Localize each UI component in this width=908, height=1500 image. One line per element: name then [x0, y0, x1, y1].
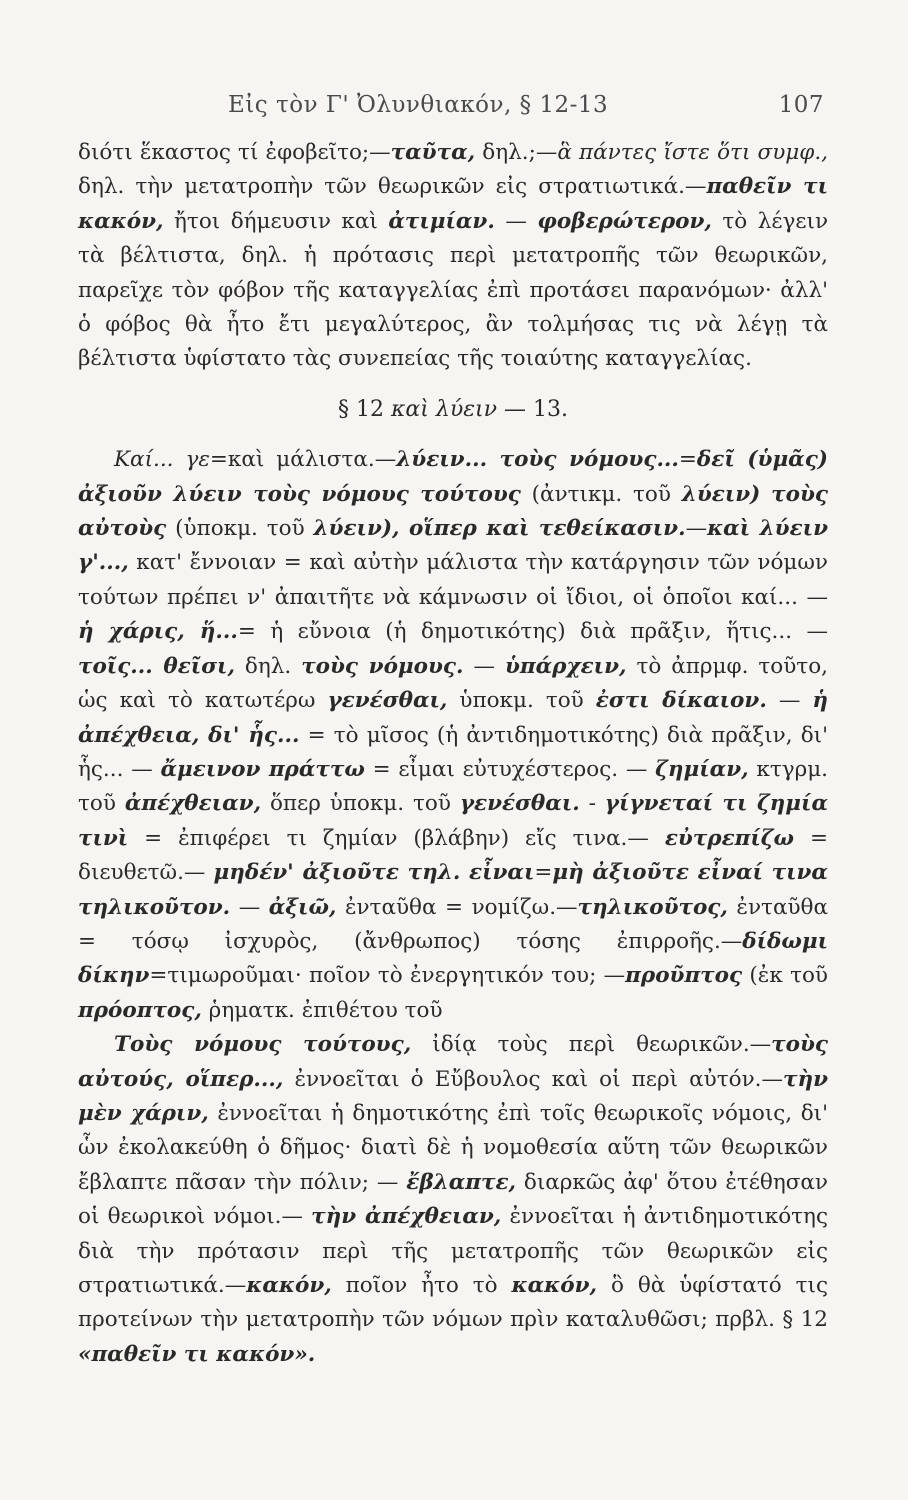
page-number: 107	[778, 92, 824, 118]
lemma: γενέσθαι.	[459, 791, 580, 817]
lemma: τοῖς... θεῖσι,	[78, 653, 235, 679]
lemma: λύειν)	[681, 481, 761, 507]
lemma: παθεῖν τι κακόν,	[78, 174, 829, 234]
text-run: = διευθετῶ.—	[78, 825, 828, 886]
text-run: τὸ λέγειν τὰ βέλτιστα, δηλ. ἡ πρότασις περὶ μετατροπῆς τῶν θεωρικῶν, παρεῖχε τὸν φόβον τῆς καταγγελίας ἐπὶ προτάσει παρανόμων· ἀλλ' ὁ φόβος θὰ ἦτο ἔτι μεγαλύτερος, ἂν τολμήσας τις νὰ λέγῃ τὰ βέλτιστα ὑφίστατο τὰς συνεπείας τῆς τοιαύτης καταγγελίας.	[78, 208, 829, 372]
text-run: =	[534, 860, 553, 886]
text-run: ἐνταῦθα = νομίζω.—	[336, 894, 578, 920]
lemma: καὶ λύειν γ'...,	[78, 516, 828, 576]
text-run: = εἶμαι εὐτυχέστερος. —	[364, 756, 656, 782]
lemma: ἐστι δίκαιον.	[595, 688, 767, 714]
lemma: ἃ πάντες ἴστε ὅτι συμφ.,	[557, 140, 828, 165]
text-run: =	[678, 447, 697, 473]
text-run: (ἀντικμ. τοῦ	[520, 481, 682, 507]
paragraph-2	[78, 443, 828, 1028]
lemma: «παθεῖν τι κακόν».	[78, 1341, 316, 1367]
text-run: ἤτοι δήμευσιν καὶ	[163, 208, 389, 234]
text-run: ὃ θὰ ὑφίστατό τις προτείνων τὴν μετατροπὴν τῶν νόμων πρὶν καταλυθῶσι; πρβλ. § 12	[78, 1273, 828, 1333]
lemma: κακόν,	[511, 1273, 598, 1298]
lemma: προῦπτος	[625, 963, 743, 989]
lemma: ταῦτα,	[390, 140, 476, 165]
text-run: κατ' ἔννοιαν = καὶ αὐτὴν μάλιστα τὴν κατάργησιν τῶν νόμων τούτων πρέπει ν' ἀπαιτῆτε νὰ κάμνωσιν οἱ ἴδιοι, οἱ ὁποῖοι καί... —	[78, 550, 828, 610]
header-title: Εἰς τὸν Γ' Ὀλυνθιακόν, § 12-13	[228, 92, 609, 118]
lemma: τὴν μὲν χάριν,	[78, 1066, 828, 1126]
lemma: τὴν ἀπέχθειαν,	[311, 1204, 502, 1230]
lemma: λύειν), οἵπερ καὶ τεθείκασιν.	[313, 516, 686, 542]
lemma: τοὺς αὐτούς, οἵπερ...,	[78, 1032, 828, 1092]
text-run: = ἐπιφέρει τι ζημίαν (βλάβην) εἴς τινα.—	[128, 825, 665, 851]
section-heading-prefix: § 12	[338, 396, 391, 422]
lemma: Καί... γε	[114, 447, 210, 473]
lemma: ἄμεινον πράττω	[160, 756, 365, 782]
lemma: τηλικοῦτος,	[577, 894, 728, 920]
lemma: ζημίαν,	[655, 756, 749, 782]
text-run: δηλ. τὴν μετατροπὴν τῶν θεωρικῶν εἰς στρατιωτικά.—	[78, 174, 707, 200]
text-run: ἐννοεῖται ὁ Εὔβουλος καὶ οἱ περὶ αὐτόν.—	[283, 1066, 783, 1092]
lemma: γίγνεταί τι ζημία τινὶ	[78, 791, 828, 851]
lemma: κακόν,	[246, 1273, 332, 1298]
text-run: ῥηματκ. ἐπιθέτου τοῦ	[201, 997, 443, 1023]
text-run: =τιμωροῦμαι· ποῖον τὸ ἐνεργητικόν του; —	[149, 963, 626, 989]
paragraph-3	[78, 1028, 828, 1372]
lemma: Τοὺς νόμους τούτους,	[114, 1032, 412, 1058]
text-run: διαρκῶς ἀφ' ὅτου ἐτέθησαν οἱ θεωρικοὶ νόμοι.—	[78, 1169, 828, 1230]
text-run: —	[230, 894, 269, 920]
text-run: ἐνταῦθα = τόσῳ ἰσχυρὸς, (ἄνθρωπος) τόσης ἐπιρροῆς.—	[78, 894, 828, 954]
section-heading-suffix: — 13.	[497, 396, 568, 422]
lemma: μὴ ἀξιοῦτε εἶναί τινα τηλικοῦτον.	[78, 860, 828, 920]
text-run: —	[463, 653, 505, 679]
text-run: κτγρμ. τοῦ	[78, 756, 829, 817]
lemma: ἀτιμίαν.	[388, 208, 495, 234]
text-run: δηλ.;—	[475, 140, 558, 165]
section-heading-lemma: καὶ λύειν	[390, 396, 498, 422]
lemma: ἡ ἀπέχθεια, δι' ἧς...	[78, 688, 829, 748]
text-run: -	[579, 791, 605, 817]
text-run: (ἐκ τοῦ	[742, 963, 828, 989]
text-run: = τὸ μῖσος (ἡ ἀντιδημοτικότης) διὰ πρᾶξιν, δι' ἧς... —	[78, 722, 828, 782]
section-heading	[78, 393, 828, 427]
lemma: δεῖ (ὑμᾶς) ἀξιοῦν λύειν τοὺς νόμους τούτους	[78, 447, 828, 507]
commentary-text	[78, 136, 828, 1372]
text-run: =καὶ μάλιστα.—	[209, 447, 397, 473]
lemma: ὑπάρχειν,	[504, 653, 627, 679]
running-header	[78, 92, 828, 132]
text-run: —	[494, 208, 538, 234]
text-run: ὅπερ ὑποκμ. τοῦ	[261, 791, 460, 817]
text-run: ἰδίᾳ τοὺς περὶ θεωρικῶν.—	[411, 1032, 772, 1058]
text-run: διότι ἕκαστος τί ἐφοβεῖτο;—	[78, 140, 391, 165]
text-run: ἐννοεῖται ἡ δημοτικότης ἐπὶ τοῖς θεωρικοῖς νόμοις, δι' ὧν ἐκολακεύθη ὁ δῆμος· διατὶ δὲ ἡ νομοθεσία αὕτη τῶν θεωρικῶν ἔβλαπτε πᾶσαν τὴν πόλιν; —	[78, 1100, 828, 1195]
text-run: δηλ.	[234, 653, 302, 679]
text-run	[760, 482, 771, 507]
text-run: —	[685, 516, 708, 542]
lemma: ἀξιῶ,	[268, 894, 337, 920]
text-run: = ἡ εὔνοια (ἡ δημοτικότης) διὰ πρᾶξιν, ἥτις... —	[237, 619, 828, 645]
lemma: τοὺς νόμους.	[301, 653, 464, 679]
lemma: γενέσθαι,	[327, 688, 448, 714]
paragraph-1	[78, 136, 828, 377]
text-run: (ὑποκμ. τοῦ	[166, 516, 314, 542]
text-run: ἐννοεῖται ἡ ἀντιδημοτικότης διὰ τὴν πρότασιν περὶ τῆς μετατροπῆς τῶν θεωρικῶν εἰς στρατιωτικά.—	[78, 1204, 828, 1298]
lemma: μηδέν' ἀξιοῦτε τηλ. εἶναι	[213, 860, 535, 886]
lemma: τοὺς αὐτοὺς	[78, 481, 828, 542]
lemma: πρόοπτος,	[78, 997, 202, 1023]
lemma: λύειν... τοὺς νόμους...	[396, 447, 679, 473]
lemma: ἡ χάρις, ἥ...	[78, 619, 238, 645]
lemma: ἀπέχθειαν,	[124, 791, 262, 817]
lemma: δίδωμι δίκην	[78, 928, 828, 989]
text-run: τὸ ἀπρμφ. τοῦτο, ὡς καὶ τὸ κατωτέρω	[78, 653, 828, 714]
lemma: ἔβλαπτε,	[406, 1169, 517, 1195]
lemma: εὐτρεπίζω	[664, 825, 795, 851]
text-run: ὑποκμ. τοῦ	[447, 688, 596, 714]
lemma: φοβερώτερον,	[537, 208, 712, 234]
text-run: ποῖον ἦτο τὸ	[331, 1273, 512, 1298]
text-run: —	[766, 688, 813, 714]
